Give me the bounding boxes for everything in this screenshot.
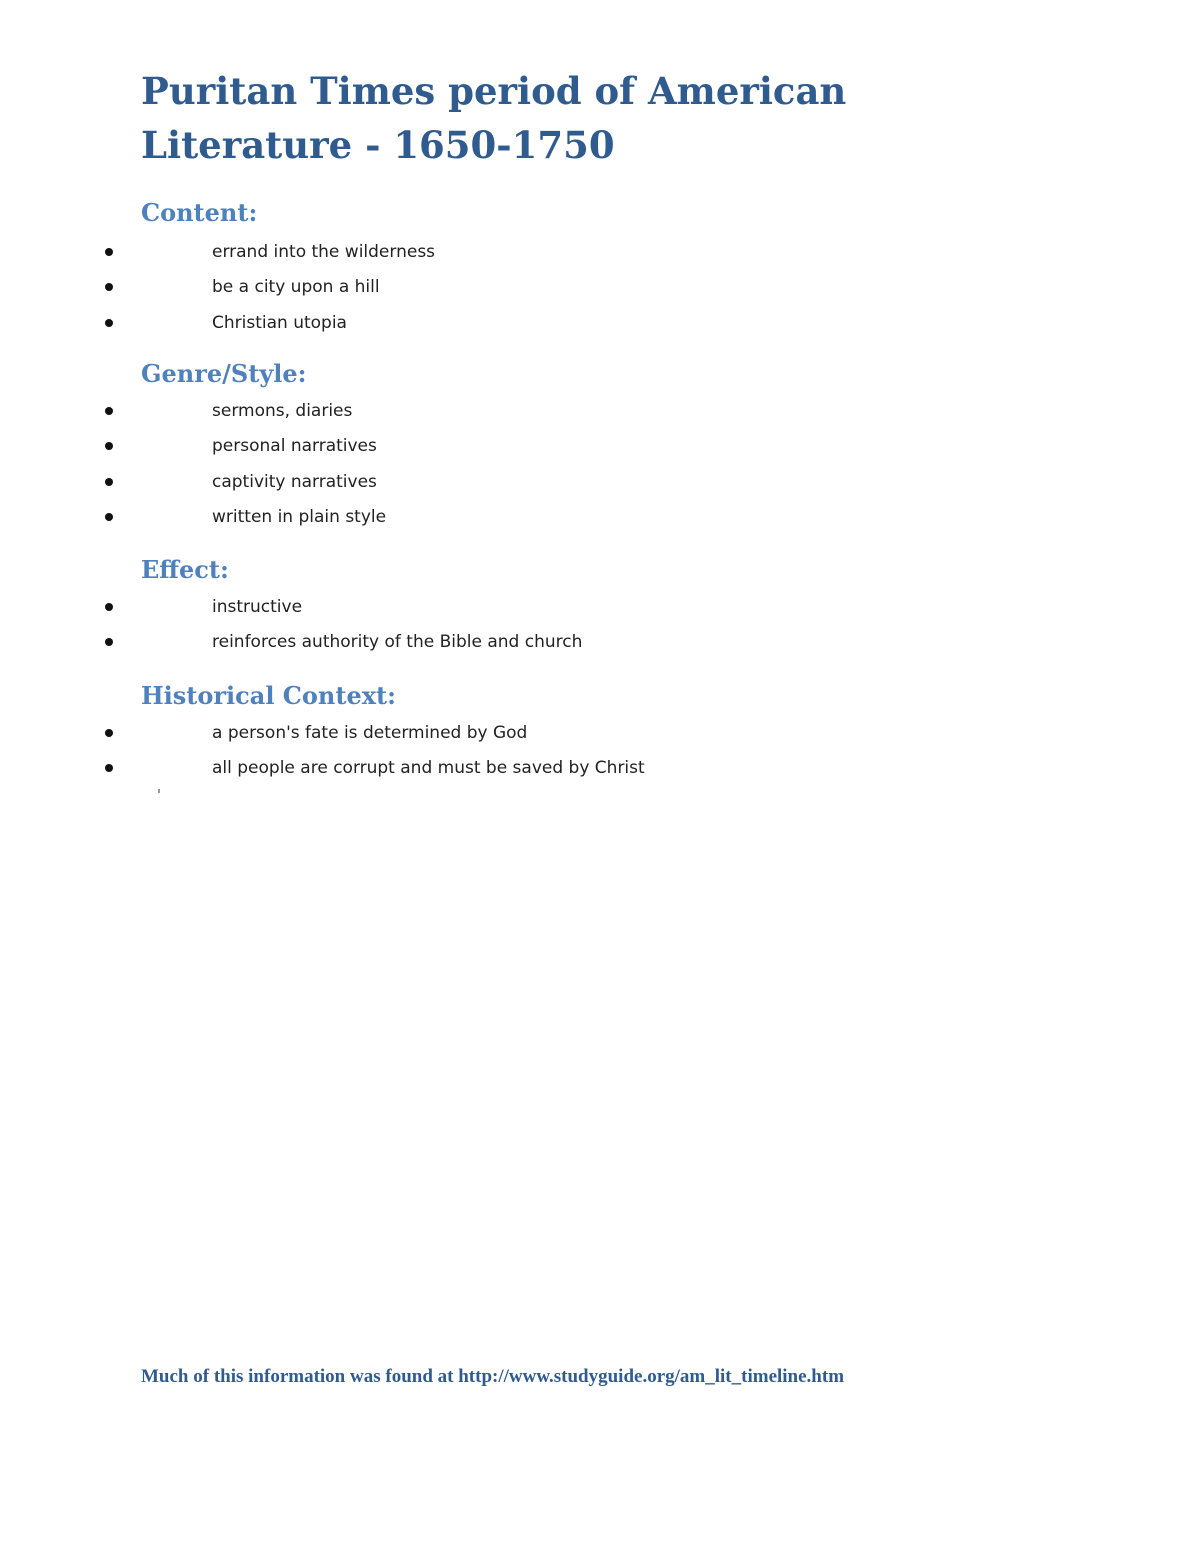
list-item-text: be a city upon a hill [212,277,380,298]
list-item [0,756,900,791]
bullet-icon [105,729,113,737]
source-note: Much of this information was found at http://www.studyguide.org/am_lit_timeline.htm [141,1366,845,1387]
list-item [0,595,900,630]
historical-context-list [0,721,900,792]
section-heading-historical-context: Historical Context: [141,681,396,710]
bullet-icon [105,603,113,611]
list-item [0,240,900,275]
list-item-text: captivity narratives [212,471,377,492]
bullet-icon [105,638,113,646]
bullet-icon [105,478,113,486]
content-list [0,240,900,346]
list-item-text: errand into the wilderness [212,242,436,262]
list-item [0,275,900,310]
effect-list [0,595,900,666]
list-item-text: instructive [212,597,303,617]
list-item [0,434,900,469]
bullet-icon [105,764,113,772]
list-item-text: sermons, diaries [212,401,353,421]
list-item [0,721,900,756]
list-item [0,505,900,540]
list-item [0,399,900,434]
bullet-icon [105,442,113,450]
list-item-text: all people are corrupt and must be saved by Christ [212,758,645,779]
section-heading-genre-style: Genre/Style: [141,359,307,388]
list-item-text: written in plain style [212,506,387,527]
list-item-text: a person's fate is determined by God [212,723,528,743]
list-item [0,311,900,346]
section-heading-content: Content: [141,198,258,227]
list-item [0,630,900,665]
bullet-icon [105,283,113,291]
bullet-icon [105,248,113,256]
bullet-icon [105,319,113,327]
section-heading-effect: Effect: [141,555,229,584]
genre-style-list [0,399,900,540]
list-item-text: Christian utopia [212,312,347,333]
list-item-text: personal narratives [212,436,377,457]
list-item-text: reinforces authority of the Bible and church [212,632,583,653]
stray-mark [158,789,160,793]
bullet-icon [105,513,113,521]
page-title: Puritan Times period of American Literature - 1650-1750 [141,69,847,167]
list-item [0,470,900,505]
bullet-icon [105,407,113,415]
